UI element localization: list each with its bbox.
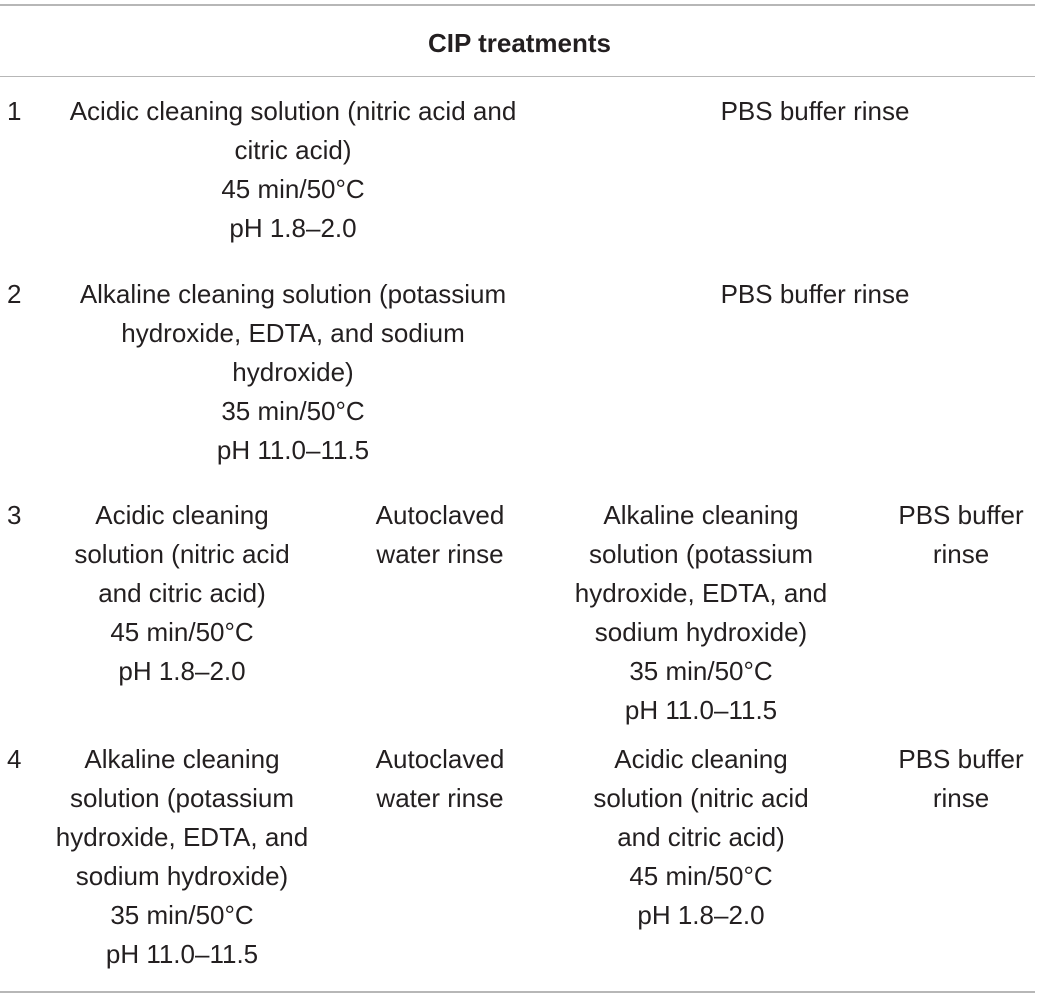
cell-line: hydroxide, EDTA, and	[55, 822, 309, 852]
cell-line: and citric acid)	[617, 822, 785, 852]
cell-line: water rinse	[376, 539, 504, 569]
cell-line: 45 min/50°C	[110, 617, 254, 647]
row-1-step-2	[560, 92, 1039, 131]
cell-line: Acidic cleaning solution (nitric acid and	[69, 96, 517, 126]
row-number: 4	[7, 744, 22, 774]
row-number: 1	[7, 96, 22, 126]
cell-line: PBS buffer rinse	[720, 279, 910, 309]
row-3-step-4	[878, 496, 1039, 574]
cell-line: hydroxide, EDTA, and	[574, 578, 828, 608]
cell-line: hydroxide)	[232, 357, 354, 387]
cell-line: pH 11.0–11.5	[216, 435, 370, 465]
cell-line: pH 1.8–2.0	[637, 900, 765, 930]
cell-line: Alkaline cleaning solution (potassium	[79, 279, 507, 309]
cell-line: Acidic cleaning	[614, 744, 788, 774]
cell-line: pH 1.8–2.0	[118, 656, 246, 686]
row-number: 2	[7, 279, 22, 309]
cell-line: pH 11.0–11.5	[624, 695, 778, 725]
row-4-step-3	[550, 740, 852, 935]
cell-line: 45 min/50°C	[629, 861, 773, 891]
row-3-step-1	[40, 496, 324, 691]
table-bottom-rule	[0, 991, 1035, 993]
cell-line: sodium hydroxide)	[594, 617, 808, 647]
cell-line: Autoclaved	[375, 500, 505, 530]
cell-line: citric acid)	[234, 135, 352, 165]
table-header-rule	[0, 76, 1035, 77]
cell-line: solution (potassium	[70, 783, 294, 813]
row-2-step-2	[560, 275, 1039, 314]
cell-line: rinse	[932, 783, 990, 813]
row-4-step-2	[355, 740, 525, 818]
cell-line: Alkaline cleaning	[84, 744, 280, 774]
row-3-step-2	[355, 496, 525, 574]
cell-line: PBS buffer	[898, 500, 1024, 530]
cell-line: Acidic cleaning	[95, 500, 269, 530]
cell-line: 35 min/50°C	[629, 656, 773, 686]
cell-line: sodium hydroxide)	[75, 861, 289, 891]
cell-line: pH 1.8–2.0	[229, 213, 357, 243]
cell-line: solution (nitric acid	[74, 539, 290, 569]
cell-line: solution (nitric acid	[593, 783, 809, 813]
cell-line: hydroxide, EDTA, and sodium	[121, 318, 465, 348]
row-number: 3	[7, 500, 22, 530]
cell-line: PBS buffer	[898, 744, 1024, 774]
cell-line: pH 11.0–11.5	[105, 939, 259, 969]
cell-line: PBS buffer rinse	[720, 96, 910, 126]
cell-line: solution (potassium	[589, 539, 813, 569]
row-3-step-3	[550, 496, 852, 730]
cell-line: Autoclaved	[375, 744, 505, 774]
row-4-step-4	[878, 740, 1039, 818]
row-1-step-1	[40, 92, 546, 248]
row-4-step-1	[40, 740, 324, 974]
table-header-title: CIP treatments	[427, 28, 612, 58]
cell-line: 35 min/50°C	[110, 900, 254, 930]
row-2-step-1	[40, 275, 546, 470]
cell-line: Alkaline cleaning	[603, 500, 799, 530]
cell-line: 45 min/50°C	[221, 174, 365, 204]
cell-line: rinse	[932, 539, 990, 569]
cell-line: 35 min/50°C	[221, 396, 365, 426]
cell-line: water rinse	[376, 783, 504, 813]
table-top-rule	[0, 4, 1035, 6]
cell-line: and citric acid)	[98, 578, 266, 608]
